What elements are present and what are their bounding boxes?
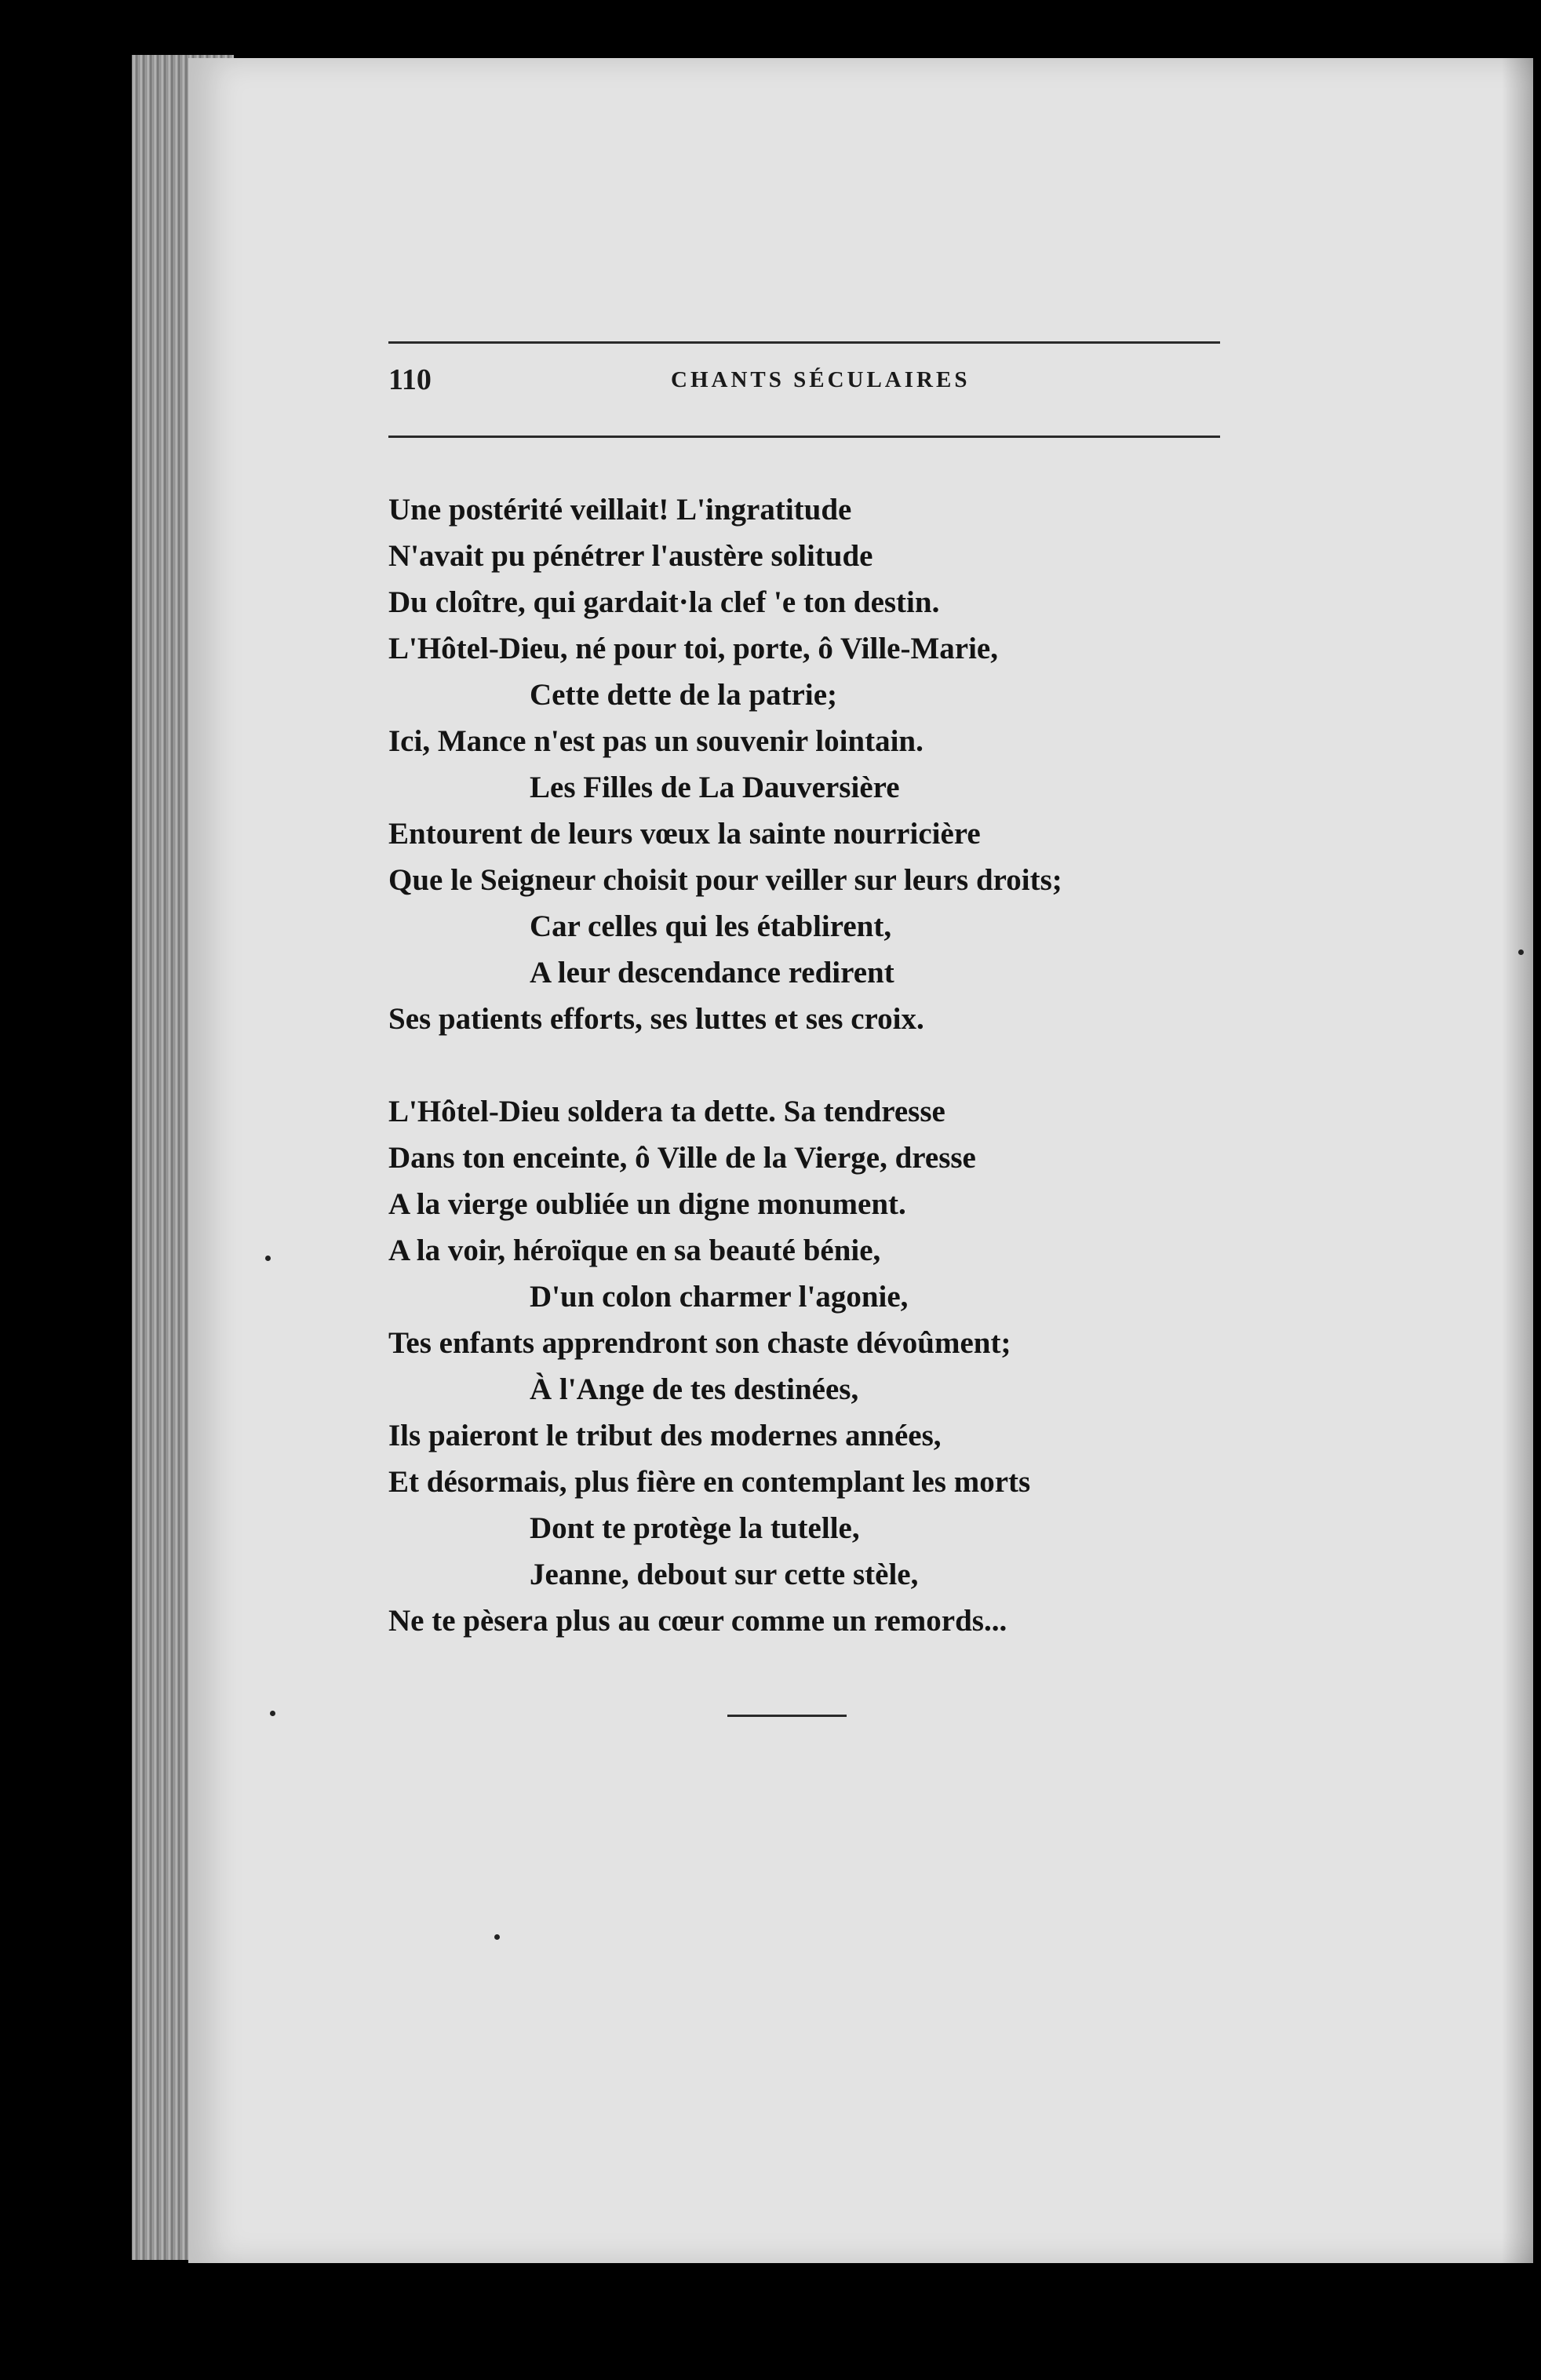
verse-line: Une postérité veillait! L'ingratitude [388,493,852,527]
verse-line: A leur descendance redirent [530,956,894,990]
verse-line: A la voir, héroïque en sa beauté bénie, [388,1234,881,1267]
scan-speck [1518,949,1524,955]
page-gutter-shadow [1502,58,1533,2263]
verse-line: A la vierge oubliée un digne monument. [388,1187,906,1221]
scan-speck [270,1711,275,1716]
running-title: CHANTS SÉCULAIRES [671,367,971,392]
poem-body [388,487,1314,1644]
verse-line: Jeanne, debout sur cette stèle, [530,1558,919,1591]
verse-line: N'avait pu pénétrer l'austère solitude [388,539,873,573]
verse-line: Dont te protège la tutelle, [530,1511,860,1545]
verse-line: Entourent de leurs vœux la sainte nourricière [388,817,981,851]
stanza [388,1088,1314,1644]
verse-line: L'Hôtel-Dieu, né pour toi, porte, ô Ville-Marie, [388,632,998,665]
verse-line: Et désormais, plus fière en contemplant les morts [388,1465,1031,1499]
page-number: 110 [388,363,432,396]
verse-line: Ils paieront le tribut des modernes années, [388,1419,942,1452]
verse-line: À l'Ange de tes destinées, [530,1372,859,1406]
verse-line: Ne te pèsera plus au cœur comme un remords... [388,1604,1007,1638]
verse-line: L'Hôtel-Dieu soldera ta dette. Sa tendresse [388,1095,945,1128]
header-top-rule [388,341,1220,344]
stanza-gap [388,1042,1314,1088]
page-header [388,363,1220,417]
verse-line: Car celles qui les établirent, [530,909,892,943]
header-bottom-rule [388,436,1220,438]
scan-speck [494,1934,500,1940]
verse-line: Dans ton enceinte, ô Ville de la Vierge, dresse [388,1141,976,1175]
end-rule [727,1715,847,1717]
verse-line: D'un colon charmer l'agonie, [530,1280,909,1314]
verse-line: Ici, Mance n'est pas un souvenir lointain. [388,724,924,758]
verse-line: Tes enfants apprendront son chaste dévoûment; [388,1326,1011,1360]
verse-line: Les Filles de La Dauversière [530,771,900,804]
verse-line: Que le Seigneur choisit pour veiller sur leurs droits; [388,863,1062,897]
verse-line: Ses patients efforts, ses luttes et ses croix. [388,1002,924,1036]
stanza [388,487,1314,1042]
verse-line: Cette dette de la patrie; [530,678,837,712]
scan-speck [265,1256,271,1261]
verse-line: Du cloître, qui gardait·la clef 'e ton destin. [388,585,940,619]
